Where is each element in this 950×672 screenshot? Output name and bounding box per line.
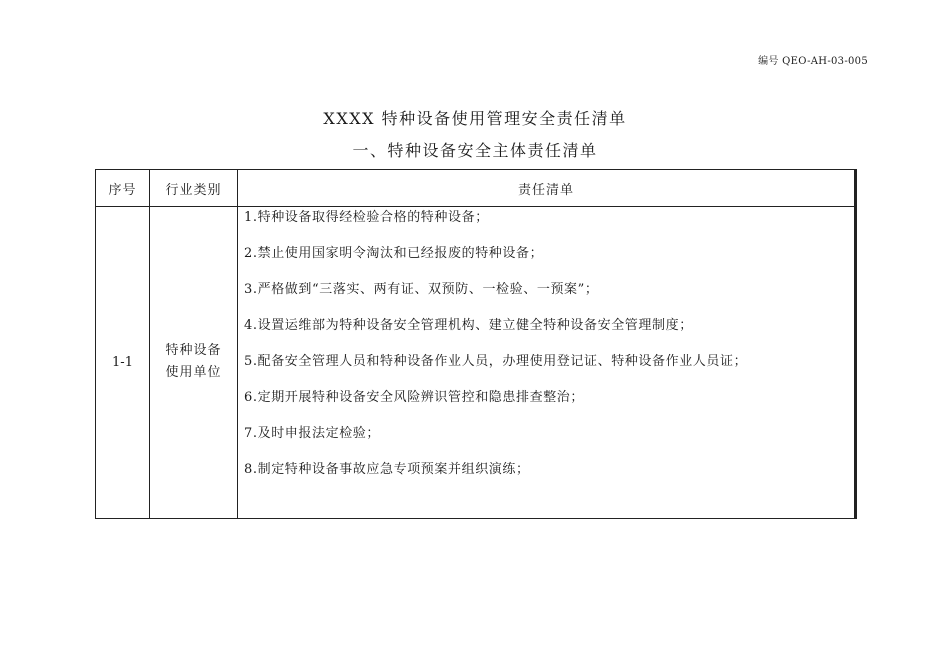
duty-item: 8.制定特种设备事故应急专项预案并组织演练； [244, 462, 530, 477]
column-header-category: 行业类别 [150, 170, 238, 206]
column-header-duties: 责任清单 [517, 182, 574, 198]
column-header-seq: 序号 [96, 170, 150, 206]
duty-item: 3.严格做到“三落实、两有证、双预防、一检验、一预案”； [244, 282, 599, 297]
duty-item: 4.设置运维部为特种设备安全管理机构、建立健全特种设备安全管理制度； [244, 318, 693, 333]
table-row [96, 206, 854, 518]
document-title: XXXX 特种设备使用管理安全责任清单 [323, 109, 627, 128]
duty-item: 1.特种设备取得经检验合格的特种设备； [244, 210, 489, 225]
row-category [150, 206, 238, 518]
document-code: 编号 QEO-AH-03-005 [758, 56, 868, 67]
row-seq: 1-1 [96, 206, 150, 518]
duty-item: 5.配备安全管理人员和特种设备作业人员，办理使用登记证、特种设备作业人员证； [244, 354, 748, 369]
section-title: 一、特种设备安全主体责任清单 [352, 141, 598, 160]
responsibility-table [95, 169, 857, 519]
duty-item: 7.及时申报法定检验； [244, 426, 381, 441]
category-line: 特种设备 [165, 343, 222, 358]
category-line: 使用单位 [165, 365, 222, 380]
duty-item: 6.定期开展特种设备安全风险辨识管控和隐患排查整治； [244, 390, 585, 405]
duty-item: 2.禁止使用国家明令淘汰和已经报废的特种设备； [244, 246, 544, 261]
duty-list [244, 206, 846, 488]
